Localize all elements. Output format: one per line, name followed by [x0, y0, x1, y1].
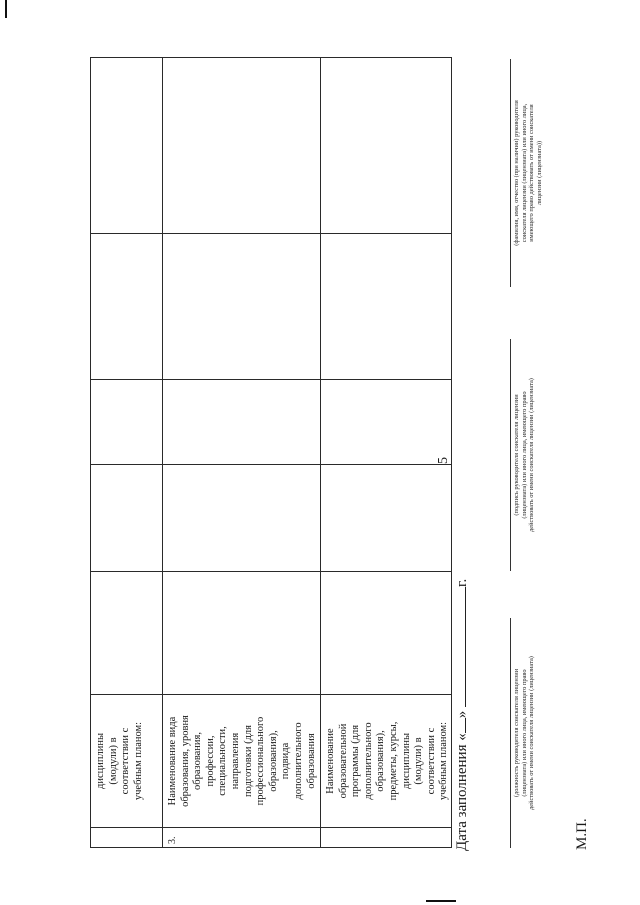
table-cell: [91, 572, 163, 695]
caption-line: (фамилия, имя, отчество (при наличии) руководителя: [513, 100, 520, 246]
table-cell: [321, 465, 452, 572]
table-cell: [91, 234, 163, 380]
completion-date-mid: »: [454, 710, 470, 719]
table-cell: [91, 58, 163, 234]
row-number: [91, 828, 163, 848]
row-label-line: (модули) в: [413, 737, 425, 785]
row-label-line: соответствии с: [425, 727, 437, 795]
row-label-line: учебным планом:: [132, 721, 144, 801]
table-cell: [163, 465, 321, 572]
form-table: [90, 57, 452, 848]
table-cell: [163, 234, 321, 380]
row-label-line: дополнительного: [362, 722, 374, 800]
name-signature-line[interactable]: [510, 59, 511, 287]
row-label-line: направления: [229, 732, 241, 790]
caption-line: соискателя лицензии (лицензиата) или иного лица,: [520, 103, 528, 243]
scan-edge-mark: [5, 0, 7, 18]
table-cell: [91, 380, 163, 465]
row-label-line: дисциплины: [95, 733, 106, 790]
row-label-line: образования, уровня: [179, 715, 191, 807]
row-label-line: предметы, курсы,: [387, 721, 399, 801]
signature-line[interactable]: [510, 339, 511, 571]
completion-date-label: Дата заполнения «: [454, 733, 470, 851]
row-label: [163, 695, 321, 828]
row-label-line: образования: [305, 733, 317, 789]
position-caption: [513, 618, 536, 848]
page-number: 5: [436, 457, 451, 464]
completion-date-year: г.: [454, 578, 470, 587]
row-label-line: профессии,: [204, 735, 216, 787]
table-cell: [321, 234, 452, 380]
row-label-line: дисциплины: [400, 733, 412, 790]
row-label-line: Наименование: [325, 728, 336, 794]
full-name-caption: [513, 59, 544, 287]
table-cell: [163, 572, 321, 695]
table-cell: [321, 572, 452, 695]
row-label-line: соответствии с: [120, 727, 132, 795]
row-number: [321, 828, 452, 848]
table-row: [321, 58, 452, 848]
caption-line: (должность руководителя соискателя лицензии: [513, 668, 520, 798]
table-cell: [321, 380, 452, 465]
table-cell: [163, 380, 321, 465]
completion-date-line: [453, 579, 471, 851]
table-cell: [163, 58, 321, 234]
row-label-line: (модули) в: [107, 737, 119, 785]
caption-line: (лицензиата) или иного лица, имеющего право: [520, 669, 528, 797]
table-row: [163, 58, 321, 848]
row-label-line: специальности,: [217, 726, 229, 796]
caption-line: имеющего право действовать от имени соискателя: [528, 104, 536, 242]
row-label-line: образовательной: [337, 723, 349, 799]
row-label-line: образования),: [267, 730, 279, 792]
row-label-line: подвида: [280, 742, 292, 780]
day-field[interactable]: [453, 718, 466, 733]
row-label: [91, 695, 163, 828]
caption-line: действовать от имени соискателя лицензии (лицензиата): [528, 656, 536, 810]
row-label-line: образования,: [192, 732, 204, 791]
scan-edge-mark: [426, 900, 456, 902]
caption-line: (лицензиата) или иного лица, имеющего право: [520, 391, 528, 519]
row-label-line: Наименование вида: [167, 716, 178, 806]
month-field[interactable]: [453, 587, 466, 707]
row-number: 3.: [163, 828, 321, 848]
row-label-line: профессионального: [255, 716, 267, 806]
table-cell: [91, 465, 163, 572]
row-label-line: учебным планом:: [438, 721, 450, 801]
caption-line: действовать от имени соискателя лицензии (лицензиата): [528, 378, 536, 532]
stamp-label: М.П.: [574, 818, 590, 850]
table-cell: [321, 58, 452, 234]
caption-line: лицензии (лицензиата)): [536, 140, 544, 206]
row-label-line: образования),: [375, 730, 387, 792]
table-row: [91, 58, 163, 848]
caption-line: (подпись руководителя соискателя лицензии: [513, 394, 520, 516]
position-signature-line[interactable]: [510, 618, 511, 848]
row-label: [321, 695, 452, 828]
row-label-line: подготовки (для: [242, 725, 254, 797]
row-label-line: программы (для: [350, 724, 362, 798]
signature-caption: [513, 339, 536, 571]
row-label-line: дополнительного: [292, 722, 304, 800]
